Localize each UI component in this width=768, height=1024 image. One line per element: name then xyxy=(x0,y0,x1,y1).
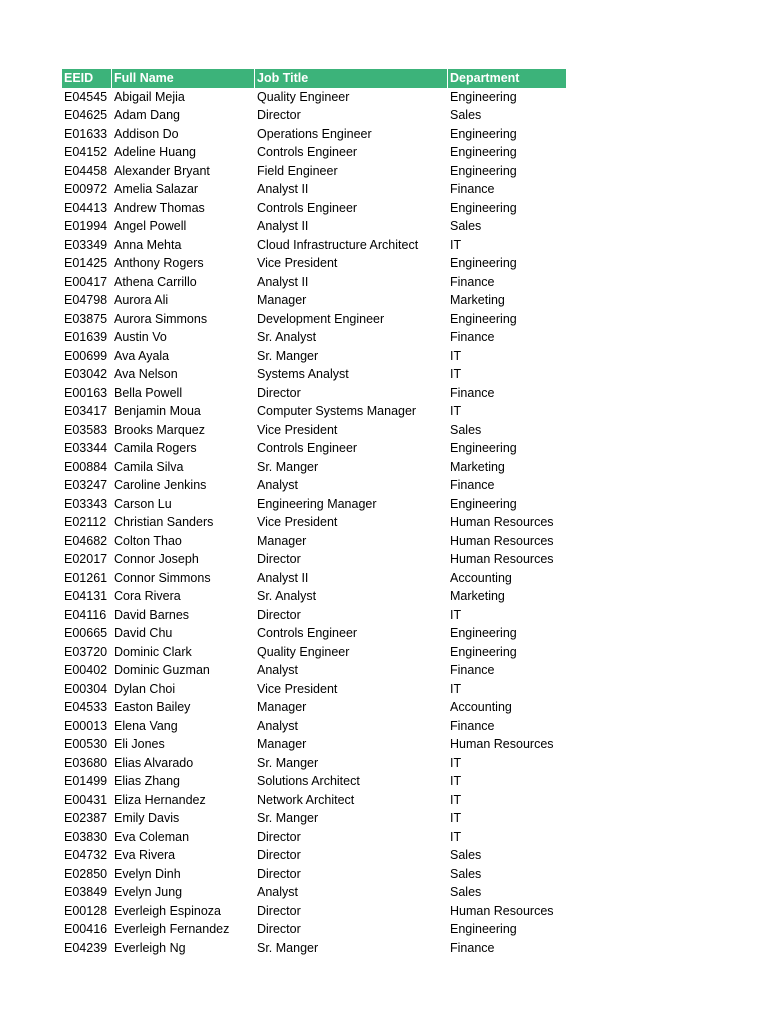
cell-full-name[interactable]: Andrew Thomas xyxy=(114,200,205,215)
cell-department[interactable]: IT xyxy=(450,755,462,770)
cell-full-name[interactable]: Camila Silva xyxy=(114,459,184,474)
cell-department[interactable]: Finance xyxy=(450,385,495,400)
table-row xyxy=(62,809,566,828)
cell-full-name[interactable]: Evelyn Dinh xyxy=(114,866,181,881)
cell-full-name[interactable]: Dominic Clark xyxy=(114,644,192,659)
cell-job-title[interactable]: Vice President xyxy=(257,681,338,696)
cell-eeid[interactable]: E02387 xyxy=(64,811,108,825)
cell-full-name[interactable]: Alexander Bryant xyxy=(114,163,210,178)
table-row xyxy=(62,606,566,625)
table-row xyxy=(62,199,566,218)
cell-job-title[interactable]: Analyst xyxy=(257,885,298,899)
cell-job-title[interactable]: Director xyxy=(257,385,301,400)
cell-department[interactable]: Human Resources xyxy=(450,737,554,751)
cell-job-title[interactable]: Sr. Manger xyxy=(257,348,319,363)
cell-eeid[interactable]: E00013 xyxy=(64,718,108,733)
table-row xyxy=(62,550,566,569)
cell-department[interactable]: Sales xyxy=(450,866,482,881)
cell-eeid[interactable]: E00431 xyxy=(64,792,108,807)
cell-job-title[interactable]: Director xyxy=(257,607,301,622)
table-row xyxy=(62,88,566,107)
cell-job-title[interactable]: Quality Engineer xyxy=(257,89,350,104)
cell-eeid[interactable]: E00699 xyxy=(64,348,108,363)
cell-full-name[interactable]: Elias Alvarado xyxy=(114,755,194,770)
cell-eeid[interactable]: E00972 xyxy=(64,182,108,196)
cell-eeid[interactable]: E03720 xyxy=(64,644,108,659)
cell-job-title[interactable]: Director xyxy=(257,108,301,122)
table-row xyxy=(62,162,566,181)
table-row xyxy=(62,717,566,736)
cell-eeid[interactable]: E04732 xyxy=(64,848,108,862)
table-row xyxy=(62,143,566,162)
cell-full-name[interactable]: Carson Lu xyxy=(114,496,172,511)
cell-department[interactable]: Accounting xyxy=(450,700,512,714)
table-row xyxy=(62,680,566,699)
cell-department[interactable]: Finance xyxy=(450,718,495,733)
cell-eeid[interactable]: E04116 xyxy=(64,607,107,622)
header-job-title[interactable]: Job Title xyxy=(255,69,448,88)
cell-full-name[interactable]: Colton Thao xyxy=(114,533,182,548)
table-row xyxy=(62,532,566,551)
cell-job-title[interactable]: Vice President xyxy=(257,422,338,437)
cell-job-title[interactable]: Analyst II xyxy=(257,570,309,585)
cell-eeid[interactable]: E00884 xyxy=(64,459,108,474)
cell-full-name[interactable]: Caroline Jenkins xyxy=(114,478,207,492)
table-row xyxy=(62,865,566,884)
table-row xyxy=(62,883,566,902)
cell-job-title[interactable]: Director xyxy=(257,866,301,881)
table-row xyxy=(62,624,566,643)
cell-eeid[interactable]: E01425 xyxy=(64,256,108,270)
cell-job-title[interactable]: Director xyxy=(257,829,301,844)
cell-department[interactable]: Marketing xyxy=(450,293,505,307)
cell-department[interactable]: Human Resources xyxy=(450,552,554,566)
cell-department[interactable]: IT xyxy=(450,404,462,418)
cell-eeid[interactable]: E01639 xyxy=(64,330,108,344)
cell-full-name[interactable]: Anna Mehta xyxy=(114,237,182,252)
cell-job-title[interactable]: Director xyxy=(257,903,301,918)
cell-full-name[interactable]: Athena Carrillo xyxy=(114,274,197,289)
cell-eeid[interactable]: E03344 xyxy=(64,441,108,455)
cell-job-title[interactable]: Manager xyxy=(257,737,307,751)
cell-job-title[interactable]: Manager xyxy=(257,293,307,307)
table-row xyxy=(62,754,566,773)
cell-full-name[interactable]: Bella Powell xyxy=(114,385,183,400)
cell-department[interactable]: Engineering xyxy=(450,626,517,640)
table-row xyxy=(62,254,566,273)
cell-full-name[interactable]: Eli Jones xyxy=(114,737,165,751)
employee-table xyxy=(62,69,566,957)
table-row xyxy=(62,402,566,421)
cell-job-title[interactable]: Quality Engineer xyxy=(257,644,350,659)
header-full-name[interactable]: Full Name xyxy=(112,69,255,88)
cell-job-title[interactable]: Controls Engineer xyxy=(257,626,358,640)
cell-job-title[interactable]: Director xyxy=(257,552,301,566)
cell-department[interactable]: Human Resources xyxy=(450,533,554,548)
cell-eeid[interactable]: E02850 xyxy=(64,866,108,881)
cell-department[interactable]: IT xyxy=(450,681,462,696)
cell-eeid[interactable]: E04798 xyxy=(64,293,108,307)
cell-eeid[interactable]: E04545 xyxy=(64,89,108,104)
table-row xyxy=(62,458,566,477)
cell-job-title[interactable]: Sr. Manger xyxy=(257,811,319,825)
table-row xyxy=(62,476,566,495)
cell-full-name[interactable]: Adeline Huang xyxy=(114,145,197,159)
cell-department[interactable]: Engineering xyxy=(450,145,517,159)
cell-full-name[interactable]: Evelyn Jung xyxy=(114,885,183,899)
cell-job-title[interactable]: Sr. Analyst xyxy=(257,330,317,344)
table-row xyxy=(62,384,566,403)
table-row xyxy=(62,587,566,606)
cell-job-title[interactable]: Solutions Architect xyxy=(257,774,360,788)
table-row xyxy=(62,125,566,144)
cell-eeid[interactable]: E04458 xyxy=(64,163,108,178)
cell-department[interactable]: IT xyxy=(450,792,462,807)
cell-full-name[interactable]: Eliza Hernandez xyxy=(114,792,206,807)
cell-job-title[interactable]: Controls Engineer xyxy=(257,441,358,455)
cell-job-title[interactable]: Vice President xyxy=(257,515,338,529)
cell-department[interactable]: Engineering xyxy=(450,126,517,141)
cell-eeid[interactable]: E01994 xyxy=(64,219,108,233)
cell-full-name[interactable]: Easton Bailey xyxy=(114,700,191,714)
cell-department[interactable]: Engineering xyxy=(450,200,517,215)
cell-eeid[interactable]: E00163 xyxy=(64,385,108,400)
cell-full-name[interactable]: Everleigh Fernandez xyxy=(114,922,230,936)
cell-department[interactable]: Human Resources xyxy=(450,515,554,529)
cell-eeid[interactable]: E03417 xyxy=(64,404,108,418)
cell-eeid[interactable]: E00128 xyxy=(64,903,108,918)
cell-full-name[interactable]: David Barnes xyxy=(114,607,190,622)
cell-full-name[interactable]: Adam Dang xyxy=(114,108,181,122)
table-body xyxy=(62,88,566,958)
cell-job-title[interactable]: Computer Systems Manager xyxy=(257,404,417,418)
cell-job-title[interactable]: Manager xyxy=(257,533,307,548)
table-row xyxy=(62,310,566,329)
cell-full-name[interactable]: Eva Rivera xyxy=(114,848,176,862)
table-row xyxy=(62,180,566,199)
cell-job-title[interactable]: Director xyxy=(257,848,301,862)
cell-department[interactable]: Sales xyxy=(450,848,482,862)
table-row xyxy=(62,347,566,366)
cell-full-name[interactable]: Austin Vo xyxy=(114,330,167,344)
cell-department[interactable]: Engineering xyxy=(450,644,517,659)
cell-full-name[interactable]: Addison Do xyxy=(114,126,179,141)
cell-full-name[interactable]: Ava Nelson xyxy=(114,367,178,381)
cell-department[interactable]: IT xyxy=(450,829,462,844)
cell-eeid[interactable]: E00530 xyxy=(64,737,108,751)
cell-department[interactable]: Finance xyxy=(450,330,495,344)
table-row xyxy=(62,846,566,865)
cell-full-name[interactable]: Aurora Simmons xyxy=(114,311,208,326)
cell-job-title[interactable]: Network Architect xyxy=(257,792,355,807)
cell-department[interactable]: Engineering xyxy=(450,89,517,104)
cell-department[interactable]: Finance xyxy=(450,182,495,196)
cell-job-title[interactable]: Analyst II xyxy=(257,182,309,196)
table-row xyxy=(62,902,566,921)
table-row xyxy=(62,661,566,680)
table-row xyxy=(62,643,566,662)
cell-eeid[interactable]: E04533 xyxy=(64,700,108,714)
cell-department[interactable]: IT xyxy=(450,774,462,788)
table-row xyxy=(62,328,566,347)
cell-department[interactable]: Engineering xyxy=(450,256,517,270)
cell-job-title[interactable]: Sr. Manger xyxy=(257,940,319,955)
cell-full-name[interactable]: Elias Zhang xyxy=(114,774,181,788)
cell-department[interactable]: Engineering xyxy=(450,311,517,326)
table-row xyxy=(62,217,566,236)
cell-full-name[interactable]: Elena Vang xyxy=(114,718,178,733)
table-row xyxy=(62,513,566,532)
table-row xyxy=(62,236,566,255)
cell-eeid[interactable]: E02017 xyxy=(64,552,108,566)
table-row xyxy=(62,772,566,791)
cell-full-name[interactable]: Abigail Mejia xyxy=(114,89,185,104)
cell-department[interactable]: Sales xyxy=(450,108,482,122)
cell-eeid[interactable]: E04239 xyxy=(64,940,108,955)
cell-job-title[interactable]: Controls Engineer xyxy=(257,200,358,215)
cell-job-title[interactable]: Manager xyxy=(257,700,307,714)
cell-full-name[interactable]: Everleigh Ng xyxy=(114,940,186,955)
table-row xyxy=(62,920,566,939)
table-row xyxy=(62,735,566,754)
cell-job-title[interactable]: Engineering Manager xyxy=(257,496,377,511)
cell-department[interactable]: IT xyxy=(450,367,462,381)
cell-eeid[interactable]: E01633 xyxy=(64,126,108,141)
cell-full-name[interactable]: Dominic Guzman xyxy=(114,663,210,677)
cell-full-name[interactable]: Aurora Ali xyxy=(114,293,169,307)
cell-job-title[interactable]: Director xyxy=(257,922,301,936)
table-row xyxy=(62,106,566,125)
cell-eeid[interactable]: E03830 xyxy=(64,829,108,844)
table-row xyxy=(62,365,566,384)
cell-department[interactable]: Marketing xyxy=(450,459,505,474)
cell-eeid[interactable]: E03343 xyxy=(64,496,108,511)
cell-full-name[interactable]: Anthony Rogers xyxy=(114,256,204,270)
cell-job-title[interactable]: Controls Engineer xyxy=(257,145,358,159)
cell-department[interactable]: Accounting xyxy=(450,570,512,585)
cell-department[interactable]: Sales xyxy=(450,422,482,437)
cell-eeid[interactable]: E03583 xyxy=(64,422,108,437)
cell-job-title[interactable]: Analyst xyxy=(257,718,298,733)
cell-eeid[interactable]: E00665 xyxy=(64,626,108,640)
cell-department[interactable]: Finance xyxy=(450,274,495,289)
cell-department[interactable]: Human Resources xyxy=(450,903,554,918)
cell-eeid[interactable]: E00416 xyxy=(64,922,108,936)
cell-department[interactable]: Finance xyxy=(450,940,495,955)
cell-eeid[interactable]: E03875 xyxy=(64,311,108,326)
table-row xyxy=(62,421,566,440)
cell-job-title[interactable]: Development Engineer xyxy=(257,311,385,326)
cell-full-name[interactable]: Connor Simmons xyxy=(114,570,211,585)
cell-eeid[interactable]: E03680 xyxy=(64,755,108,770)
cell-full-name[interactable]: Connor Joseph xyxy=(114,552,199,566)
cell-department[interactable]: Finance xyxy=(450,478,495,492)
cell-full-name[interactable]: Cora Rivera xyxy=(114,589,181,603)
cell-job-title[interactable]: Cloud Infrastructure Architect xyxy=(257,237,419,252)
cell-eeid[interactable]: E01499 xyxy=(64,774,108,788)
table-header-row xyxy=(62,69,566,88)
cell-job-title[interactable]: Vice President xyxy=(257,256,338,270)
table-row xyxy=(62,439,566,458)
cell-department[interactable]: IT xyxy=(450,348,462,363)
cell-eeid[interactable]: E04625 xyxy=(64,108,108,122)
header-eeid[interactable]: EEID xyxy=(62,69,112,88)
cell-job-title[interactable]: Sr. Manger xyxy=(257,755,319,770)
table-row xyxy=(62,569,566,588)
cell-eeid[interactable]: E04413 xyxy=(64,200,108,215)
header-department[interactable]: Department xyxy=(450,71,520,85)
cell-eeid[interactable]: E03349 xyxy=(64,237,108,252)
table-row xyxy=(62,939,566,958)
cell-job-title[interactable]: Field Engineer xyxy=(257,163,338,178)
cell-department[interactable]: Engineering xyxy=(450,922,517,936)
cell-full-name[interactable]: David Chu xyxy=(114,626,173,640)
cell-department[interactable]: IT xyxy=(450,811,462,825)
cell-job-title[interactable]: Systems Analyst xyxy=(257,367,349,381)
cell-eeid[interactable]: E01261 xyxy=(64,570,108,585)
table-row xyxy=(62,698,566,717)
cell-job-title[interactable]: Analyst xyxy=(257,663,298,677)
cell-eeid[interactable]: E03042 xyxy=(64,367,108,381)
cell-full-name[interactable]: Everleigh Espinoza xyxy=(114,903,222,918)
cell-eeid[interactable]: E00402 xyxy=(64,663,108,677)
cell-full-name[interactable]: Dylan Choi xyxy=(114,681,176,696)
cell-department[interactable]: Sales xyxy=(450,219,482,233)
cell-full-name[interactable]: Ava Ayala xyxy=(114,348,170,363)
cell-full-name[interactable]: Christian Sanders xyxy=(114,515,214,529)
table-row xyxy=(62,291,566,310)
cell-job-title[interactable]: Sr. Analyst xyxy=(257,589,317,603)
table-row xyxy=(62,273,566,292)
cell-job-title[interactable]: Analyst II xyxy=(257,219,309,233)
cell-full-name[interactable]: Angel Powell xyxy=(114,219,187,233)
cell-eeid[interactable]: E00304 xyxy=(64,681,108,696)
cell-job-title[interactable]: Sr. Manger xyxy=(257,459,319,474)
cell-full-name[interactable]: Eva Coleman xyxy=(114,829,190,844)
cell-department[interactable]: Finance xyxy=(450,663,495,677)
table-row xyxy=(62,828,566,847)
cell-job-title[interactable]: Analyst xyxy=(257,478,298,492)
cell-eeid[interactable]: E00417 xyxy=(64,274,108,289)
cell-eeid[interactable]: E03247 xyxy=(64,478,108,492)
table-row xyxy=(62,495,566,514)
cell-full-name[interactable]: Brooks Marquez xyxy=(114,422,206,437)
cell-eeid[interactable]: E04152 xyxy=(64,145,108,159)
cell-eeid[interactable]: E03849 xyxy=(64,885,108,899)
cell-full-name[interactable]: Amelia Salazar xyxy=(114,182,199,196)
cell-eeid[interactable]: E02112 xyxy=(64,515,107,529)
cell-job-title[interactable]: Operations Engineer xyxy=(257,126,372,141)
cell-department[interactable]: Sales xyxy=(450,885,482,899)
cell-eeid[interactable]: E04682 xyxy=(64,533,108,548)
cell-eeid[interactable]: E04131 xyxy=(64,589,108,603)
cell-department[interactable]: IT xyxy=(450,607,462,622)
cell-department[interactable]: Engineering xyxy=(450,163,517,178)
cell-department[interactable]: Engineering xyxy=(450,441,517,455)
cell-department[interactable]: IT xyxy=(450,237,462,252)
cell-department[interactable]: Marketing xyxy=(450,589,505,603)
cell-department[interactable]: Engineering xyxy=(450,496,517,511)
cell-full-name[interactable]: Benjamin Moua xyxy=(114,404,201,418)
table-row xyxy=(62,791,566,810)
cell-job-title[interactable]: Analyst II xyxy=(257,274,309,289)
cell-full-name[interactable]: Camila Rogers xyxy=(114,441,197,455)
cell-full-name[interactable]: Emily Davis xyxy=(114,811,180,825)
